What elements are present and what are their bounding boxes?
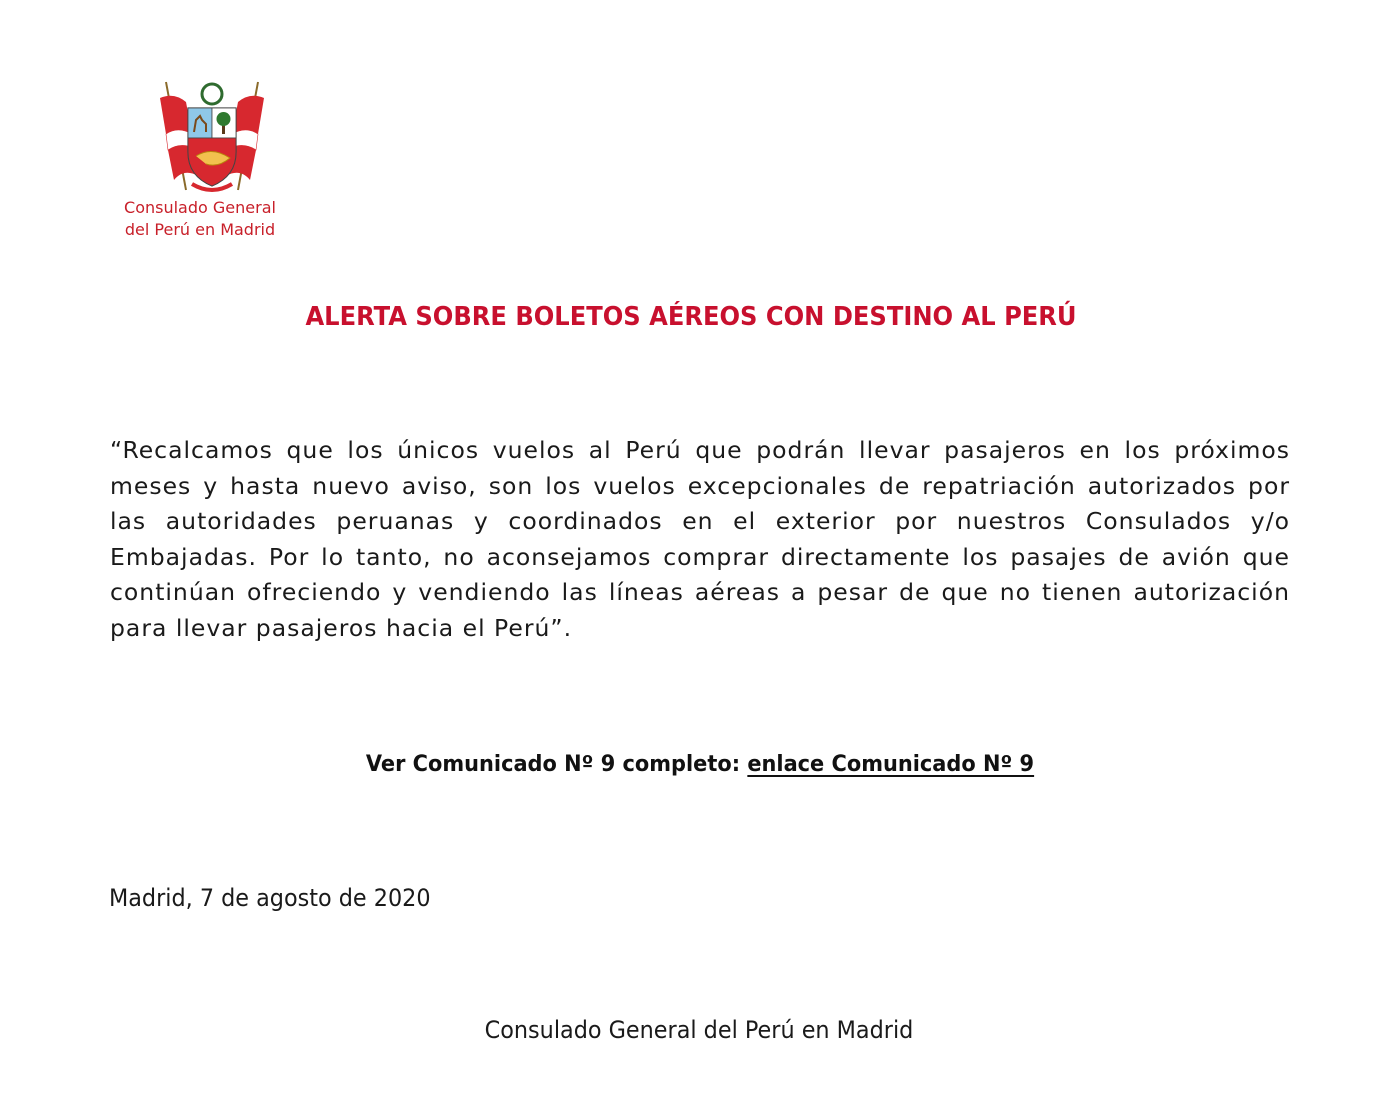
date-line: Madrid, 7 de agosto de 2020 bbox=[109, 884, 431, 912]
consulate-logo bbox=[100, 62, 305, 262]
link-prefix: Ver Comunicado Nº 9 completo: bbox=[365, 752, 748, 777]
consulate-logo-text bbox=[100, 197, 300, 241]
page-title: ALERTA SOBRE BOLETOS AÉREOS CON DESTINO AL PERÚ bbox=[305, 302, 1077, 332]
body-paragraph: “Recalcamos que los únicos vuelos al Perú que podrán llevar pasajeros en los próximos meses y hasta nuevo aviso, son los vuelos excepcionales de repatriación autorizados por las autoridades peruanas y coordinados en el exterior por nuestros Consulados y/o Embajadas. Por lo tanto, no aconsejamos comprar directamente los pasajes de avión que continúan ofreciendo y vendiendo las líneas aéreas a pesar de que no tienen autorización para llevar pasajeros hacia el Perú”. bbox=[110, 436, 1290, 642]
communique-link-line bbox=[35, 752, 1365, 777]
peru-coat-of-arms-icon bbox=[152, 72, 272, 200]
logo-text-line2: del Perú en Madrid bbox=[124, 220, 276, 239]
logo-text-line1: Consulado General bbox=[124, 198, 276, 217]
communique-link[interactable]: enlace Comunicado Nº 9 bbox=[747, 752, 1035, 777]
signature: Consulado General del Perú en Madrid bbox=[484, 1016, 914, 1044]
